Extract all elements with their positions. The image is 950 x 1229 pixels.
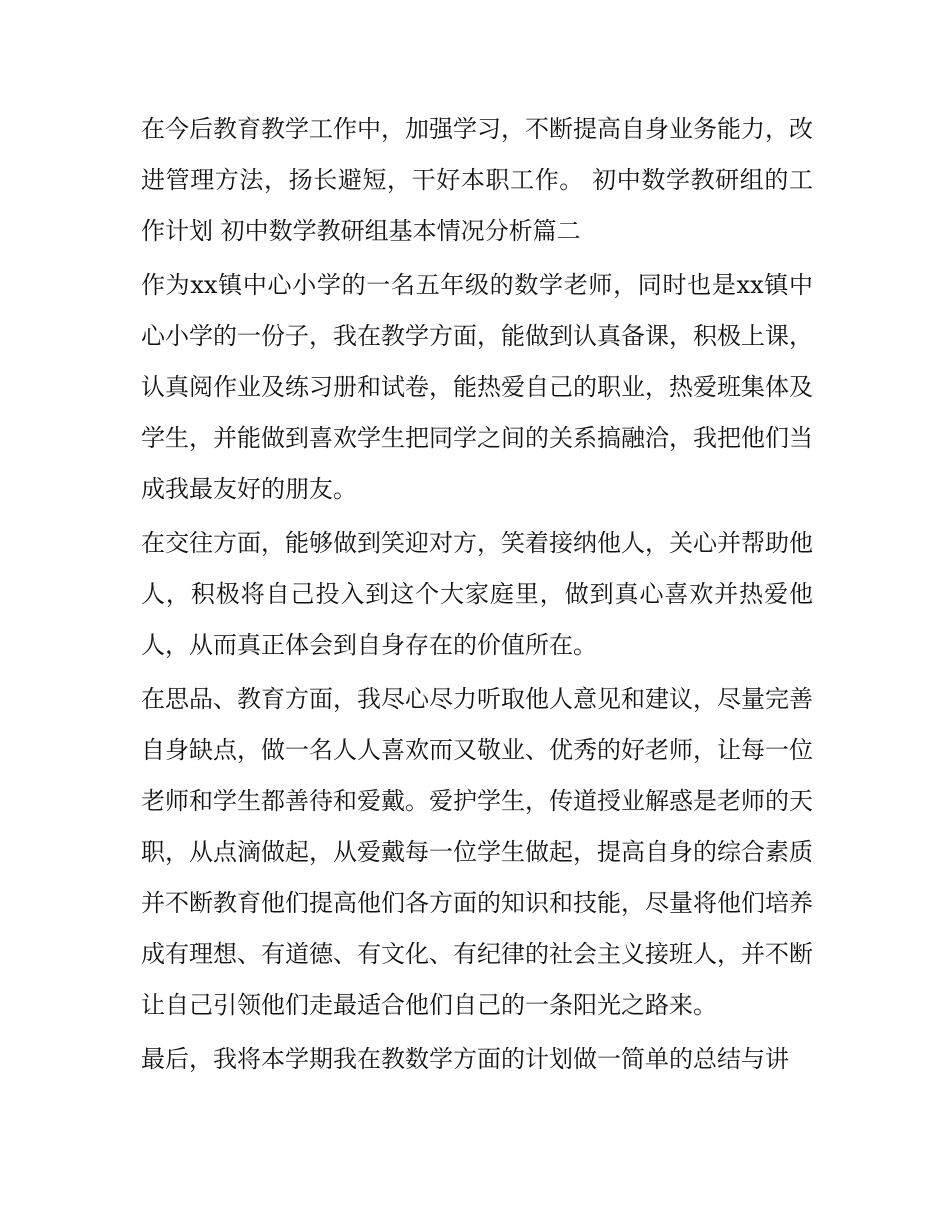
paragraph-5: 最后，我将本学期我在教数学方面的计划做一简单的总结与讲: [141, 1045, 789, 1073]
paragraph-2: 作为xx镇中心小学的一名五年级的数学老师，同时也是xx镇中心小学的一份子，我在教学方面，能做到认真备课，积极上课，认真阅作业及练习册和试卷，能热爱自己的职业，热爱班集体及学生，并能做到喜欢学生把同学之间的关系搞融洽，我把他们当成我最友好的朋友。: [141, 271, 813, 503]
document-body: [141, 104, 813, 1088]
paragraph-4: 在思品、教育方面，我尽心尽力听取他人意见和建议，尽量完善自身缺点，做一名人人喜欢而又敬业、优秀的好老师，让每一位老师和学生都善待和爱戴。爱护学生，传道授业解惑是老师的天职，从点滴做起，从爱戴每一位学生做起，提高自身的综合素质并不断教育他们提高他们各方面的知识和技能，尽量将他们培养成有理想、有道德、有文化、有纪律的社会主义接班人，并不断让自己引领他们走最适合他们自己的一条阳光之路来。: [141, 685, 813, 1019]
paragraph-1: 在今后教育教学工作中，加强学习，不断提高自身业务能力，改进管理方法，扬长避短，干好本职工作。 初中数学教研组的工作计划 初中数学教研组基本情况分析篇二: [141, 115, 813, 245]
paragraph-3: 在交往方面，能够做到笑迎对方，笑着接纳他人，关心并帮助他人，积极将自己投入到这个大家庭里，做到真心喜欢并热爱他人，从而真正体会到自身存在的价值所在。: [141, 529, 813, 659]
